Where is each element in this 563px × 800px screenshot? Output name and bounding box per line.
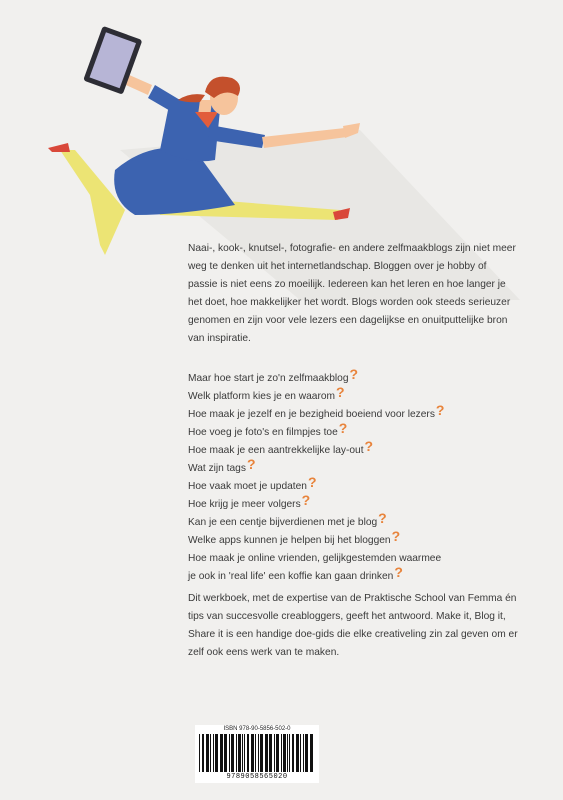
list-item: Kan je een centje bijverdienen met je blog? xyxy=(188,510,387,528)
question-mark: ? xyxy=(364,438,374,454)
list-item: Hoe vaak moet je updaten? xyxy=(188,474,317,492)
question-mark: ? xyxy=(307,474,317,490)
list-item: Hoe maak je online vrienden, gelijkgestemden waarmee xyxy=(188,553,442,564)
isbn-label: ISBN 978-90-5856-502-0 xyxy=(223,726,291,732)
question-mark: ? xyxy=(336,384,345,400)
barcode-bars xyxy=(199,734,315,772)
barcode xyxy=(195,725,319,783)
question-mark: ? xyxy=(246,456,256,472)
question-mark: ? xyxy=(378,510,387,526)
list-item: Maar hoe start je zo'n zelfmaakblog? xyxy=(188,366,359,384)
question-mark: ? xyxy=(391,528,401,544)
question-mark: ? xyxy=(338,420,348,436)
outro-paragraph: Dit werkboek, met de expertise van de Praktische School van Femma én tips van succesvolle creabloggers, geeft het antwoord. Make it, Blog it, Share it is een handige doe-gids die elke creativeling zin zal geven om er zelf ook eens werk van te maken. xyxy=(188,593,518,658)
question-mark: ? xyxy=(301,492,311,508)
list-item: Wat zijn tags? xyxy=(188,456,256,474)
list-item: Welke apps kunnen je helpen bij het bloggen? xyxy=(188,528,401,546)
barcode-digits: 9789058565020 xyxy=(226,773,288,781)
question-mark: ? xyxy=(435,402,445,418)
list-item: Hoe maak je een aantrekkelijke lay-out? xyxy=(188,438,374,456)
list-item: Welk platform kies je en waarom? xyxy=(188,384,345,402)
list-item: Hoe voeg je foto's en filmpjes toe? xyxy=(188,420,348,438)
list-item: je ook in 'real life' een koffie kan gaan drinken? xyxy=(188,564,403,582)
question-mark: ? xyxy=(394,564,403,580)
intro-paragraph: Naai-, kook-, knutsel-, fotografie- en andere zelfmaakblogs zijn niet meer weg te denken uit het internetlandschap. Bloggen over je hobby of passie is niet eens zo moeilijk. Iedereen kan het leren en hoe langer je het doet, hoe makkelijker het wordt. Blogs worden ook steeds serieuzer genomen en zijn voor vele lezers een dagelijkse en onuitputtelijke bron van inspiratie. xyxy=(188,243,516,344)
list-item: Hoe maak je jezelf en je bezigheid boeiend voor lezers? xyxy=(188,402,445,420)
question-list xyxy=(188,366,518,586)
list-item: Hoe krijg je meer volgers? xyxy=(188,492,311,510)
question-mark: ? xyxy=(349,366,359,382)
